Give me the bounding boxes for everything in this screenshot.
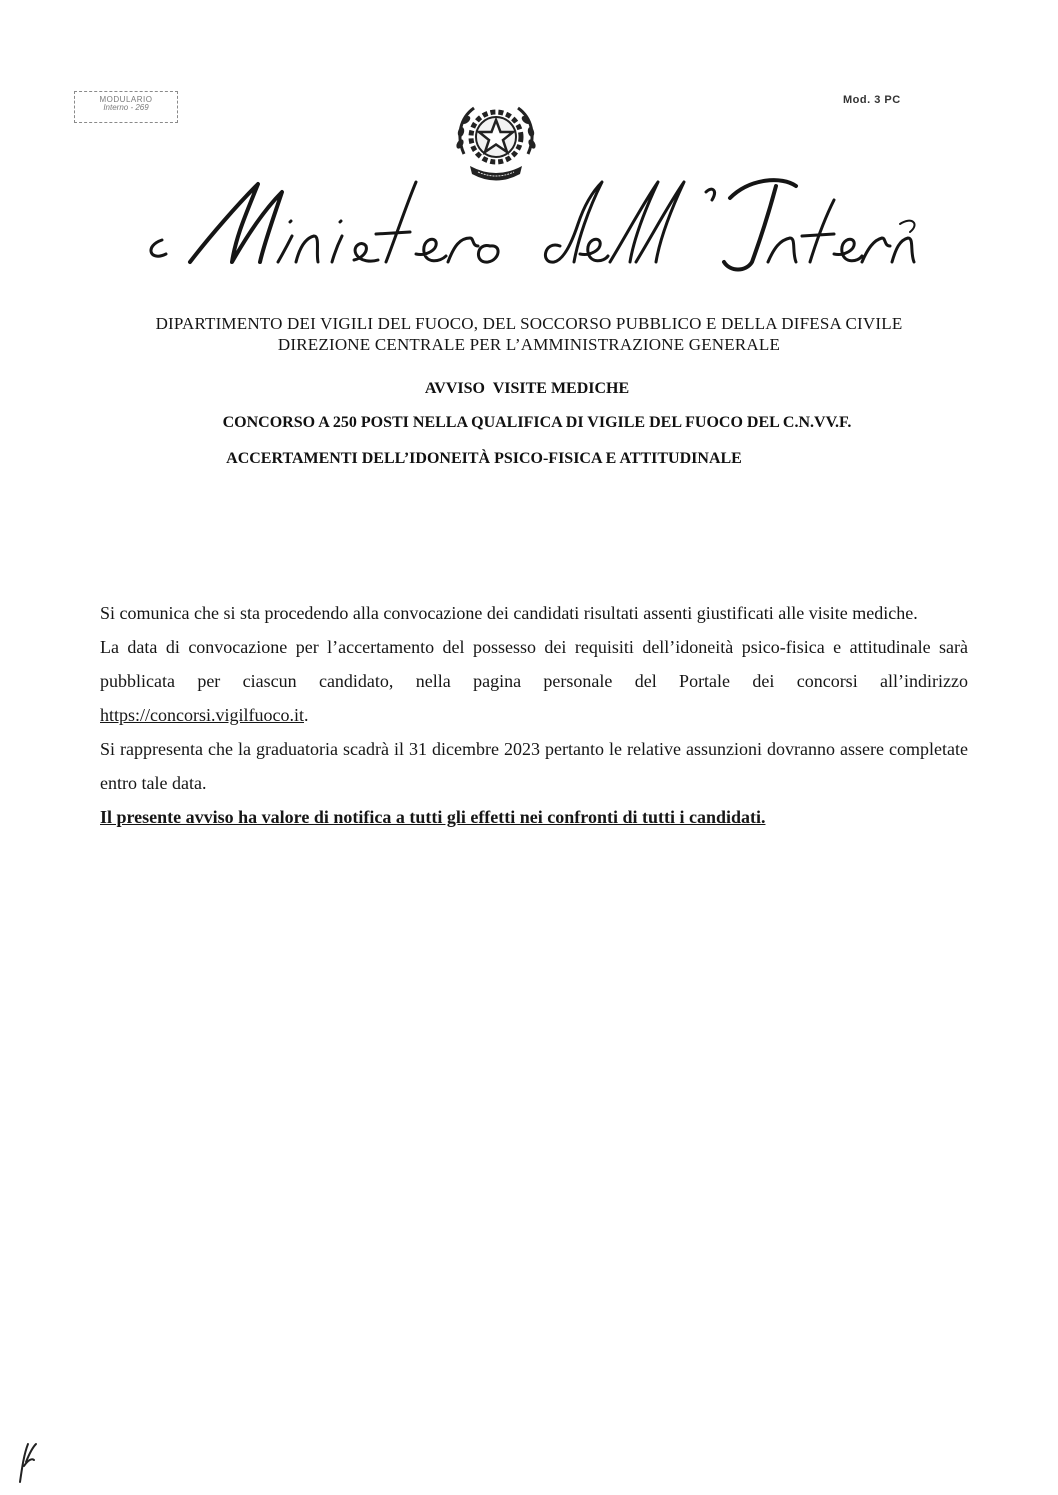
notice-body [100,596,968,834]
department-name: DIPARTIMENTO DEI VIGILI DEL FUOCO, DEL SOCCORSO PUBBLICO E DELLA DIFESA CIVILE [155,314,903,333]
model-code: Mod. 3 PC [843,94,901,106]
notification-statement: Il presente avviso ha valore di notifica a tutti gli effetti nei confronti di tutti i candidati. [100,807,766,827]
competition-title: CONCORSO A 250 POSTI NELLA QUALIFICA DI VIGILE DEL FUOCO DEL C.N.VV.F. [222,414,852,431]
paragraph-publication-text: La data di convocazione per l’accertamento del possesso dei requisiti dell’idoneità psico-fisica e attitudinale sarà pubblicata per ciascun candidato, nella pagina personale del Portale dei concorsi all’indirizzo [100,637,968,691]
notice-title: AVVISO VISITE MEDICHE [424,380,630,397]
paragraph-ranking-expiry: Si rappresenta che la graduatoria scadrà il 31 dicembre 2023 pertanto le relative assunzioni dovranno assere completate entro tale data. [100,739,968,793]
handwritten-initials [14,1438,40,1486]
modulario-stamp [74,91,178,123]
assessment-title: ACCERTAMENTI DELL’IDONEITÀ PSICO-FISICA E ATTITUDINALE [226,450,742,467]
paragraph-publication-end: . [303,705,309,725]
ministry-logotype [140,176,920,276]
paragraph-publication [100,630,968,732]
paragraph-convocation: Si comunica che si sta procedendo alla convocazione dei candidati risultati assenti giustificati alle visite mediche. [100,603,918,623]
modulario-label: MODULARIO [99,95,153,104]
modulario-code: Interno - 269 [103,103,149,113]
portal-link[interactable]: https://concorsi.vigilfuoco.it [100,705,304,725]
directorate-name: DIREZIONE CENTRALE PER L’AMMINISTRAZIONE GENERALE [277,335,781,354]
